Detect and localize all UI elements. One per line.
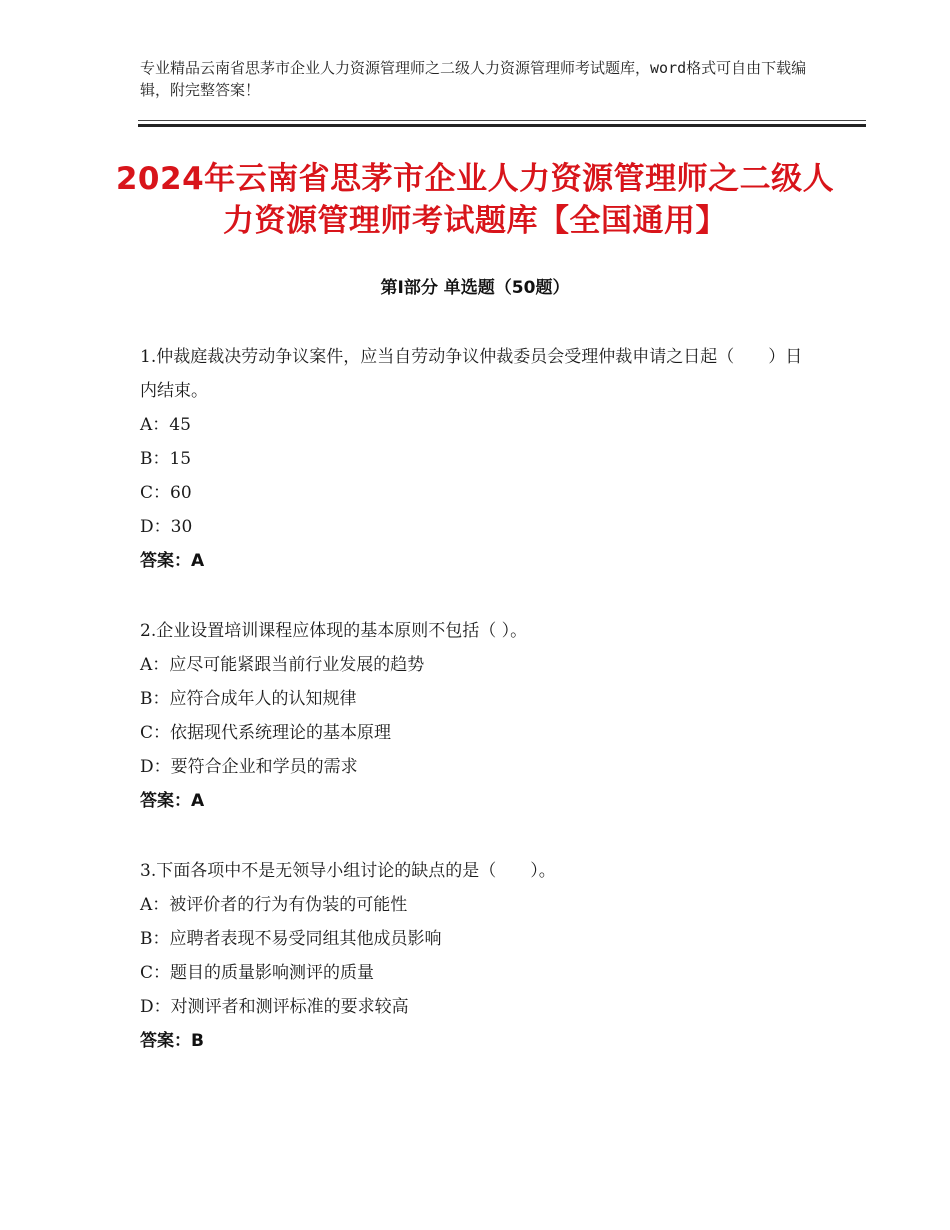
- option-b: B：应聘者表现不易受同组其他成员影响: [140, 929, 442, 949]
- question-stem: 2.企业设置培训课程应体现的基本原则不包括（ ）。: [140, 621, 528, 641]
- header-divider-thick: [138, 124, 866, 127]
- option-c: C：60: [140, 483, 192, 503]
- document-title: 2024年云南省思茅市企业人力资源管理师之二级人力资源管理师考试题库【全国通用】: [115, 161, 835, 239]
- option-a: A：被评价者的行为有伪装的可能性: [140, 895, 408, 915]
- answer: 答案：A: [140, 551, 205, 571]
- option-d: D：30: [140, 517, 193, 537]
- option-c: C：依据现代系统理论的基本原理: [140, 723, 392, 743]
- question-3: [140, 854, 810, 1058]
- question-stem: 1.仲裁庭裁决劳动争议案件，应当自劳动争议仲裁委员会受理仲裁申请之日起（ ）日内结束。: [140, 347, 803, 401]
- answer: 答案：B: [140, 1031, 204, 1051]
- question-stem: 3.下面各项中不是无领导小组讨论的缺点的是（ ）。: [140, 861, 556, 881]
- question-list: [140, 340, 810, 1094]
- answer: 答案：A: [140, 791, 205, 811]
- option-a: A：应尽可能紧跟当前行业发展的趋势: [140, 655, 425, 675]
- question-1: [140, 340, 810, 578]
- header-note: 专业精品云南省思茅市企业人力资源管理师之二级人力资源管理师考试题库，word格式可自由下载编辑，附完整答案！: [140, 59, 807, 99]
- header-divider-thin: [138, 120, 866, 121]
- option-b: B：15: [140, 449, 192, 469]
- section-title: 第Ⅰ部分 单选题（50题）: [380, 278, 570, 298]
- option-b: B：应符合成年人的认知规律: [140, 689, 357, 709]
- option-d: D：要符合企业和学员的需求: [140, 757, 358, 777]
- option-d: D：对测评者和测评标准的要求较高: [140, 997, 409, 1017]
- option-c: C：题目的质量影响测评的质量: [140, 963, 375, 983]
- option-a: A：45: [140, 415, 191, 435]
- question-2: [140, 614, 810, 818]
